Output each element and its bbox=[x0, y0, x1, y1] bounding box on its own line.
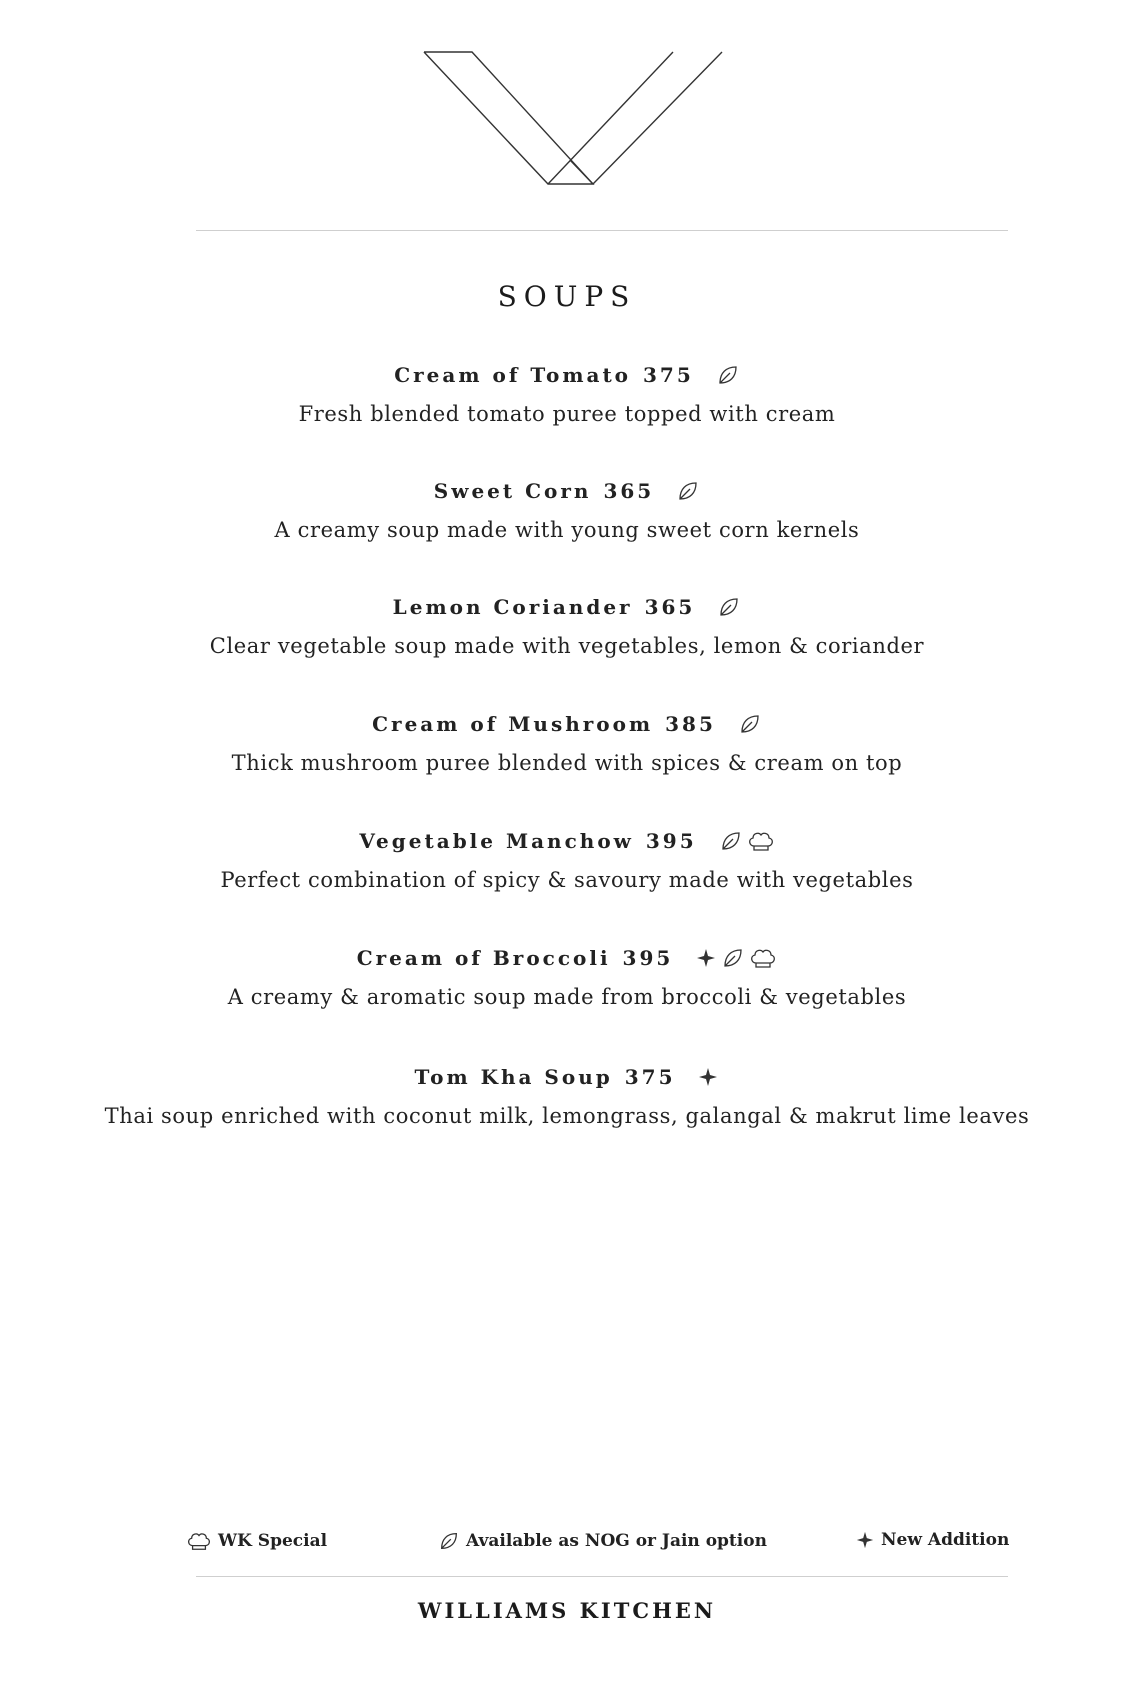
menu-item bbox=[0, 476, 1134, 542]
item-price: 395 bbox=[645, 829, 697, 853]
item-icons bbox=[676, 479, 700, 503]
item-price: 375 bbox=[643, 363, 694, 387]
item-icons bbox=[716, 363, 740, 387]
item-name: Sweet Corn bbox=[433, 479, 592, 503]
section-title: SOUPS bbox=[497, 280, 637, 313]
item-description: Thick mushroom puree blended with spices & cream on top bbox=[231, 751, 903, 775]
item-icons bbox=[695, 946, 777, 970]
item-icons bbox=[717, 595, 741, 619]
item-description: Perfect combination of spicy & savoury made with vegetables bbox=[220, 868, 914, 892]
item-icons bbox=[697, 1066, 719, 1088]
item-icons bbox=[719, 829, 775, 853]
sparkle-icon bbox=[697, 1066, 719, 1088]
menu-item bbox=[0, 1062, 1134, 1128]
leaf-icon bbox=[721, 946, 745, 970]
item-description: Fresh blended tomato puree topped with cream bbox=[298, 402, 836, 426]
footer-brand: WILLIAMS KITCHEN bbox=[417, 1598, 717, 1623]
legend bbox=[0, 1530, 1134, 1560]
item-price: 385 bbox=[665, 712, 716, 736]
item-name: Cream of Tomato bbox=[394, 363, 632, 387]
chef-hat-icon bbox=[186, 1530, 212, 1552]
leaf-icon bbox=[676, 479, 700, 503]
menu-item bbox=[0, 943, 1134, 1009]
item-name: Tom Kha Soup bbox=[414, 1065, 613, 1089]
legend-new-label: New Addition bbox=[881, 1530, 1010, 1550]
item-price: 365 bbox=[603, 479, 655, 503]
legend-wk-special bbox=[186, 1530, 327, 1552]
item-name: Lemon Coriander bbox=[392, 595, 633, 619]
top-divider bbox=[196, 230, 1008, 231]
item-price: 375 bbox=[624, 1065, 676, 1089]
menu-item bbox=[0, 826, 1134, 892]
item-name: Cream of Mushroom bbox=[372, 712, 654, 736]
item-price: 365 bbox=[644, 595, 696, 619]
sparkle-icon bbox=[855, 1530, 875, 1550]
chef-hat-icon bbox=[747, 829, 775, 853]
menu-item bbox=[0, 709, 1134, 775]
leaf-icon bbox=[438, 1530, 460, 1552]
item-description: A creamy & aromatic soup made from broccoli & vegetables bbox=[227, 985, 907, 1009]
item-price: 395 bbox=[622, 946, 674, 970]
item-name: Vegetable Manchow bbox=[359, 829, 634, 853]
legend-new-addition bbox=[855, 1530, 1009, 1550]
legend-nog-label: Available as NOG or Jain option bbox=[466, 1531, 767, 1551]
leaf-icon bbox=[716, 363, 740, 387]
item-description: Clear vegetable soup made with vegetables, lemon & coriander bbox=[209, 634, 925, 658]
logo-mark bbox=[420, 48, 740, 188]
leaf-icon bbox=[717, 595, 741, 619]
legend-nog-jain bbox=[438, 1530, 767, 1552]
menu-item bbox=[0, 592, 1134, 658]
leaf-icon bbox=[738, 712, 762, 736]
item-description: Thai soup enriched with coconut milk, lemongrass, galangal & makrut lime leaves bbox=[104, 1104, 1030, 1128]
bottom-divider bbox=[196, 1576, 1008, 1577]
sparkle-icon bbox=[695, 947, 717, 969]
menu-item bbox=[0, 360, 1134, 426]
legend-wk-label: WK Special bbox=[218, 1531, 328, 1551]
chef-hat-icon bbox=[749, 946, 777, 970]
leaf-icon bbox=[719, 829, 743, 853]
item-icons bbox=[738, 712, 762, 736]
item-description: A creamy soup made with young sweet corn kernels bbox=[274, 518, 860, 542]
item-name: Cream of Broccoli bbox=[356, 946, 611, 970]
